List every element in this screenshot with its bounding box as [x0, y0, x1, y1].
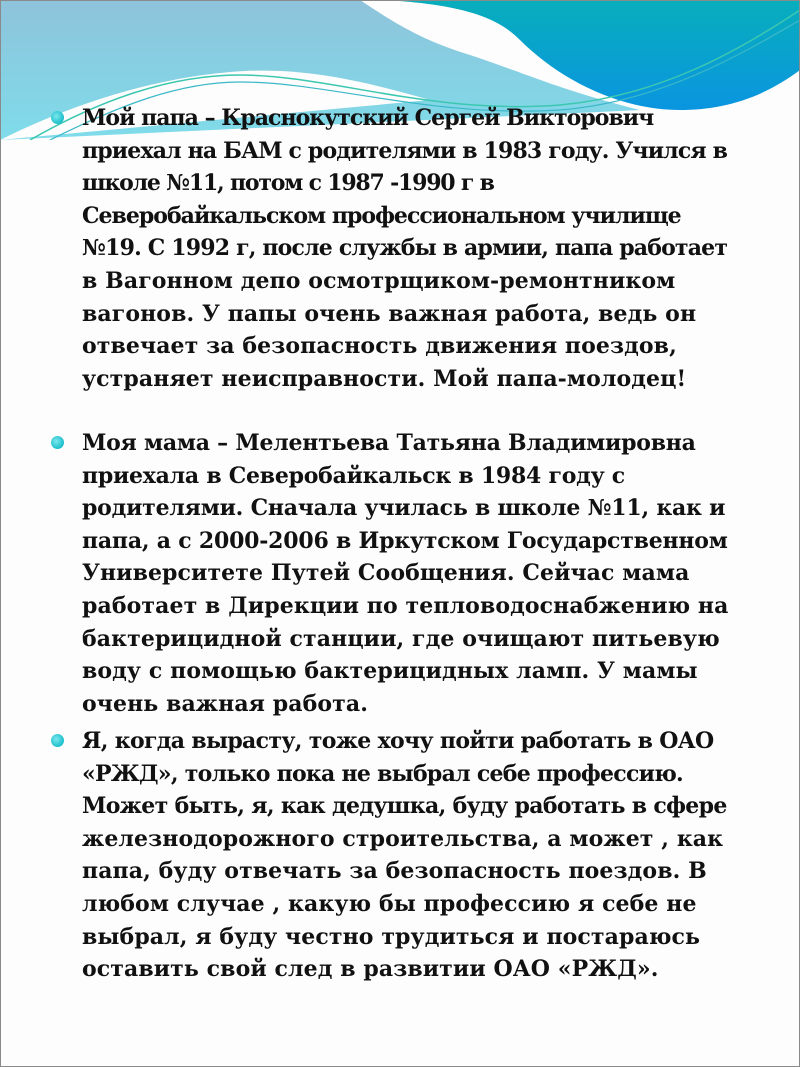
text-line: папа, буду отвечать за безопасность поездов. В [82, 858, 707, 885]
text-line: Моя мама – Мелентьева Татьяна Владимировна [82, 430, 696, 456]
text-line: Северобайкальском профессиональном училище [82, 202, 681, 229]
text-line: в Вагонном депо осмотрщиком-ремонтником [82, 267, 676, 294]
text-line: приехала в Северобайкальск в 1984 году с [82, 462, 625, 489]
text-line: «РЖД», только пока не выбрал себе профессию. [82, 760, 683, 787]
text-line: устраняет неисправности. Мой папа-молодец! [82, 365, 687, 392]
text-line: работает в Дирекции по тепловодоснабжению на [82, 592, 729, 619]
text-line: папа, а с 2000-2006 в Иркутском Государственном [82, 527, 728, 554]
text-line: воду с помощью бактерицидных ламп. У мамы [82, 658, 698, 685]
text-line: отвечает за безопасность движения поездов, [82, 333, 677, 360]
text-line: Университете Путей Сообщения. Сейчас мама [82, 560, 690, 587]
text-line: оставить свой след в развитии ОАО «РЖД». [82, 956, 659, 983]
text-line: Мой папа – Краснокутский Сергей Викторович [82, 105, 654, 131]
text-line: школе №11, потом с 1987 -1990 г в [82, 170, 494, 197]
text-line: любом случае , какую бы профессию я себе не [82, 890, 697, 917]
text-line: Я, когда вырасту, тоже хочу пойти работать в ОАО [82, 728, 714, 754]
text-line: Может быть, я, как дедушка, буду работать в сфере [82, 793, 727, 820]
text-line: №19. С 1992 г, после службы в армии, папа работает [82, 235, 728, 262]
text-line: вагонов. У папы очень важная работа, ведь он [82, 300, 697, 327]
text-line: приехал на БАМ с родителями в 1983 году. Учился в [82, 137, 728, 164]
text-line: бактерицидной станции, где очищают питьевую [82, 625, 720, 652]
text-line: очень важная работа. [82, 690, 369, 717]
text-line: железнодорожного строительства, а может , как [82, 825, 724, 852]
text-line: родителями. Сначала училась в школе №11, как и [82, 495, 726, 522]
text-line: выбрал, я буду честно трудиться и постараюсь [82, 923, 701, 950]
